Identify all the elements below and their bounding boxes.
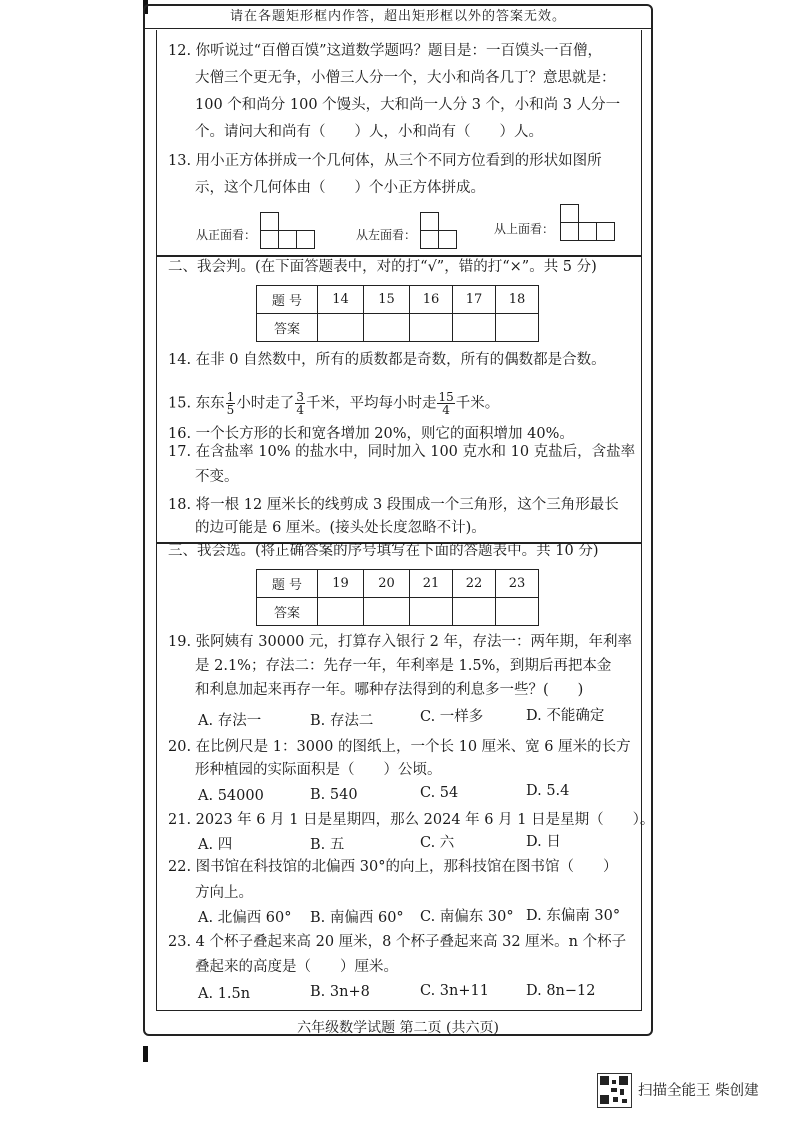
- q23-line-2: 叠起来的高度是（ ）厘米。: [195, 959, 398, 975]
- q22-option-a: A. 北偏西 60°: [198, 910, 292, 926]
- table-num-20: 20: [364, 570, 410, 598]
- answer-cell-16[interactable]: [410, 314, 453, 342]
- q12-line-1: 12. 你听说过“百僧百馍”这道数学题吗？题目是：一百馍头一百僧，: [168, 43, 602, 59]
- q16-text: 16. 一个长方形的长和宽各增加 20%，则它的面积增加 40%。: [168, 426, 574, 442]
- table-num-21: 21: [410, 570, 453, 598]
- table-num-22: 22: [453, 570, 496, 598]
- answer-cell-17[interactable]: [453, 314, 496, 342]
- section-2-answer-table: [256, 285, 539, 342]
- q19-option-b: B. 存法二: [310, 713, 374, 729]
- scanner-watermark: 扫描全能王 柴创建: [638, 1083, 759, 1099]
- q22-option-c: C. 南偏东 30°: [420, 909, 514, 925]
- section-3-answer-table: [256, 569, 539, 626]
- answer-cell-20[interactable]: [364, 598, 410, 626]
- q12-line-3: 100 个和尚分 100 个馒头，大和尚一人分 3 个，小和尚 3 人分一: [195, 97, 621, 113]
- table-num-14: 14: [318, 286, 364, 314]
- answer-cell-15[interactable]: [364, 314, 410, 342]
- top-view-label: 从上面看：: [494, 222, 555, 236]
- q20-line-2: 形种植园的实际面积是（ ）公顷。: [195, 762, 442, 778]
- binding-mark-bottom: [143, 1046, 148, 1062]
- q20-option-d: D. 5.4: [526, 783, 570, 799]
- table-num-17: 17: [453, 286, 496, 314]
- front-view-label: 从正面看：: [196, 228, 257, 242]
- q19-option-c: C. 一样多: [420, 709, 484, 725]
- answer-area-notice: 请在各题矩形框内作答，超出矩形框以外的答案无效。: [145, 6, 651, 29]
- table-num-18: 18: [496, 286, 539, 314]
- left-view-label: 从左面看：: [356, 228, 417, 242]
- table-num-15: 15: [364, 286, 410, 314]
- answer-cell-18[interactable]: [496, 314, 539, 342]
- table-num-19: 19: [318, 570, 364, 598]
- q23-option-d: D. 8n−12: [526, 983, 596, 999]
- q22-option-b: B. 南偏西 60°: [310, 910, 404, 926]
- q19-line-2: 是 2.1%；存法二：先存一年，年利率是 1.5%，到期后再把本金: [195, 658, 612, 674]
- q21-option-b: B. 五: [310, 837, 345, 853]
- table-num-16: 16: [410, 286, 453, 314]
- q22-line-2: 方向上。: [195, 885, 253, 901]
- q21-line-1: 21. 2023 年 6 月 1 日是星期四，那么 2024 年 6 月 1 日是星期（ ）。: [168, 812, 655, 828]
- q21-option-a: A. 四: [198, 837, 233, 853]
- q15-text: 15. 东东 $\frac{1}{5}$ 小时走了 $\frac{3}{4}$ 千米，平均每小时走 $\frac{15}{4}$ 千米。: [168, 390, 500, 417]
- q14-text: 14. 在非 0 自然数中，所有的质数都是奇数，所有的偶数都是合数。: [168, 352, 606, 368]
- q20-line-1: 20. 在比例尺是 1：3000 的图纸上，一个长 10 厘米、宽 6 厘米的长方: [168, 739, 631, 755]
- q12-line-2: 大僧三个更无争，小僧三人分一个，大小和尚各几丁？意思就是：: [195, 70, 616, 86]
- q20-option-c: C. 54: [420, 785, 459, 801]
- qr-code-icon: [597, 1073, 632, 1108]
- q17-line-1: 17. 在含盐率 10% 的盐水中，同时加入 100 克水和 10 克盐后，含盐率: [168, 444, 636, 460]
- table-num-23: 23: [496, 570, 539, 598]
- q23-line-1: 23. 4 个杯子叠起来高 20 厘米，8 个杯子叠起来高 32 厘米。n 个杯子: [168, 934, 627, 950]
- q22-option-d: D. 东偏南 30°: [526, 908, 621, 924]
- q19-option-a: A. 存法一: [198, 713, 262, 729]
- q17-line-2: 不变。: [195, 469, 239, 485]
- q12-line-4: 个。请问大和尚有（ ）人，小和尚有（ ）人。: [195, 124, 543, 140]
- table-head-label: 题 号: [257, 570, 318, 598]
- q19-line-3: 和利息加起来再存一年。哪种存法得到的利息多一些？( ): [195, 682, 584, 698]
- answer-cell-22[interactable]: [453, 598, 496, 626]
- q20-option-b: B. 540: [310, 787, 358, 803]
- answer-cell-21[interactable]: [410, 598, 453, 626]
- fraction-15-4: $\frac{15}{4}$: [438, 390, 454, 417]
- answer-cell-14[interactable]: [318, 314, 364, 342]
- q19-option-d: D. 不能确定: [526, 708, 605, 724]
- q13-line-2: 示，这个几何体由（ ）个小正方体拼成。: [195, 180, 485, 196]
- q23-option-b: B. 3n+8: [310, 984, 370, 1000]
- q21-option-d: D. 日: [526, 834, 561, 850]
- q19-line-1: 19. 张阿姨有 30000 元，打算存入银行 2 年，存法一：两年期，年利率: [168, 634, 632, 650]
- q21-option-c: C. 六: [420, 835, 455, 851]
- answer-cell-19[interactable]: [318, 598, 364, 626]
- q18-line-1: 18. 将一根 12 厘米长的线剪成 3 段围成一个三角形，这个三角形最长: [168, 497, 619, 513]
- fraction-3-4: $\frac{3}{4}$: [296, 390, 304, 417]
- q23-option-a: A. 1.5n: [198, 986, 251, 1002]
- q20-option-a: A. 54000: [198, 788, 264, 804]
- table-answer-label: 答案: [257, 314, 318, 342]
- q13-line-1: 13. 用小正方体拼成一个几何体，从三个不同方位看到的形状如图所: [168, 153, 602, 169]
- table-head-label: 题 号: [257, 286, 318, 314]
- table-answer-label: 答案: [257, 598, 318, 626]
- answer-cell-23[interactable]: [496, 598, 539, 626]
- page-footer: 六年级数学试题 第二页 (共六页): [297, 1020, 499, 1036]
- q23-option-c: C. 3n+11: [420, 983, 489, 999]
- q18-line-2: 的边可能是 6 厘米。(接头处长度忽略不计)。: [195, 520, 486, 536]
- section-3-title: 三、我会选。(将正确答案的序号填写在下面的答题表中。共 10 分): [168, 543, 599, 559]
- section-2-title: 二、我会判。(在下面答题表中，对的打“√”，错的打“×”。共 5 分): [168, 259, 597, 275]
- fraction-1-5: $\frac{1}{5}$: [226, 390, 235, 417]
- q22-line-1: 22. 图书馆在科技馆的北偏西 30°的向上，那科技馆在图书馆（ ）: [168, 859, 618, 875]
